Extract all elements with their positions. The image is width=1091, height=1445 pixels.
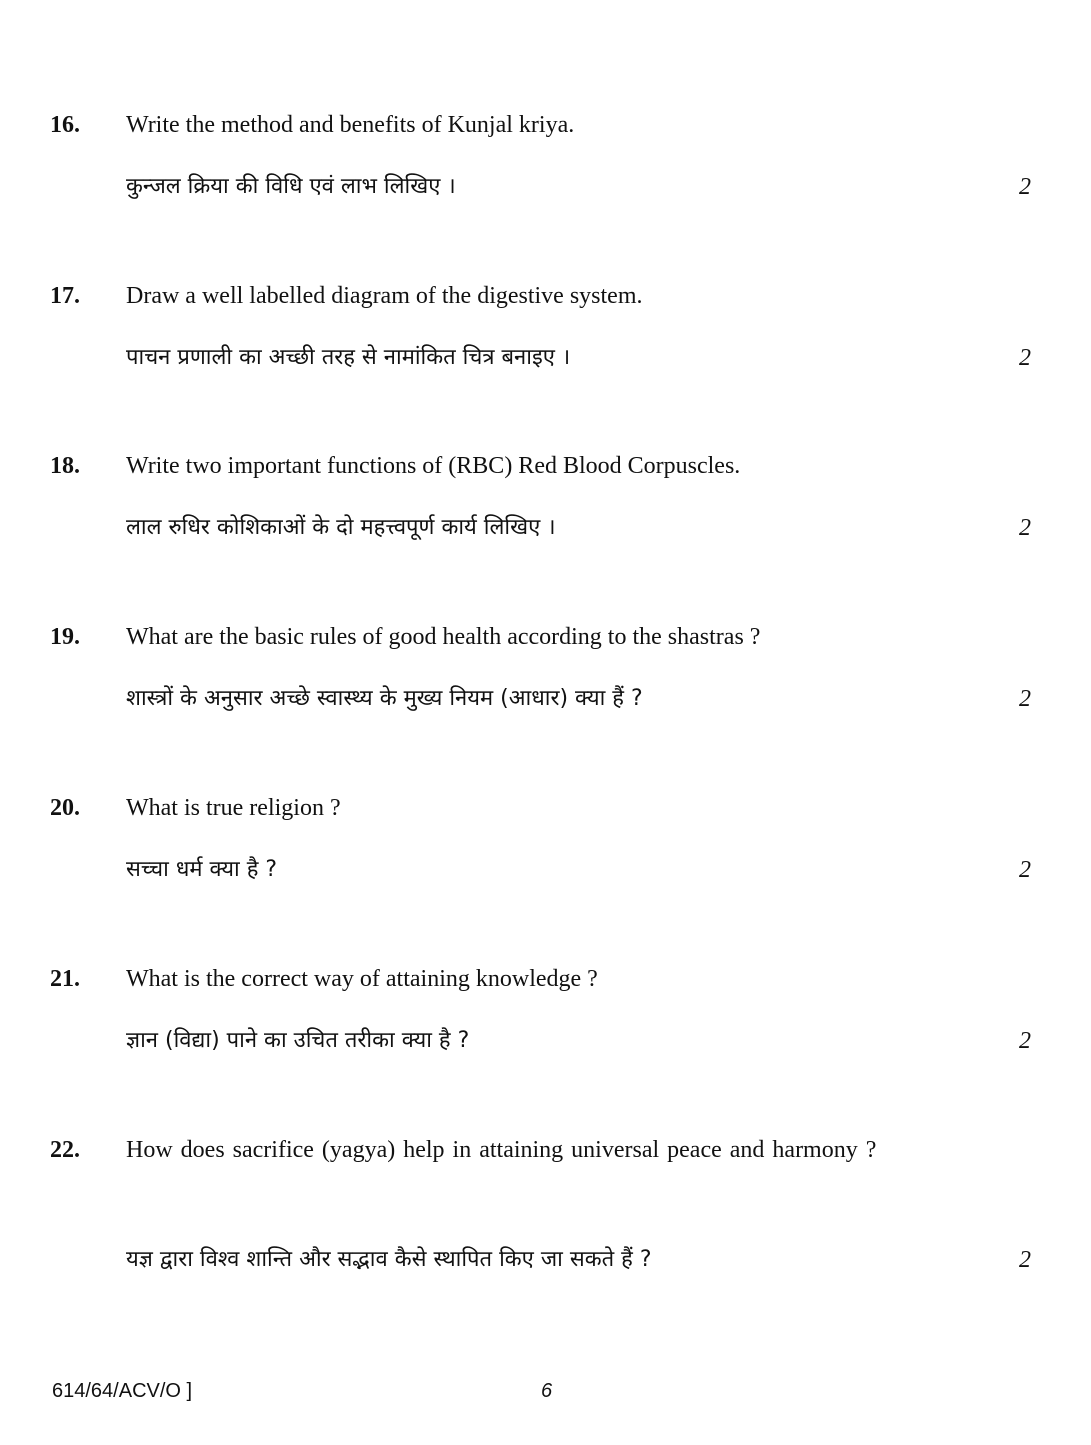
question-text-english: Write two important functions of (RBC) Red Blood Corpuscles. bbox=[126, 453, 741, 479]
question-text-hindi: कुन्जल क्रिया की विधि एवं लाभ लिखिए । bbox=[126, 174, 456, 199]
question-number: 17. bbox=[50, 283, 80, 309]
question-marks: 2 bbox=[1019, 174, 1031, 200]
question-number: 20. bbox=[50, 795, 80, 821]
question-marks: 2 bbox=[1019, 345, 1031, 371]
question-number: 16. bbox=[50, 112, 80, 138]
question-text-english: What is the correct way of attaining knowledge ? bbox=[126, 966, 598, 992]
question-text-hindi: यज्ञ द्वारा विश्व शान्ति और सद्भाव कैसे स्थापित किए जा सकते हैं ? bbox=[126, 1247, 652, 1272]
question-text-english: How does sacrifice (yagya) help in attaining universal peace and harmony ? bbox=[126, 1137, 877, 1163]
question-number: 21. bbox=[50, 966, 80, 992]
question-marks: 2 bbox=[1019, 515, 1031, 541]
question-text-english: What is true religion ? bbox=[126, 795, 341, 821]
question-text-hindi: ज्ञान (विद्या) पाने का उचित तरीका क्या है ? bbox=[126, 1028, 470, 1053]
question-text-hindi: शास्त्रों के अनुसार अच्छे स्वास्थ्य के मुख्य नियम (आधार) क्या हैं ? bbox=[126, 686, 643, 711]
question-marks: 2 bbox=[1019, 1028, 1031, 1054]
question-marks: 2 bbox=[1019, 686, 1031, 712]
question-marks: 2 bbox=[1019, 1247, 1031, 1273]
question-text-hindi: पाचन प्रणाली का अच्छी तरह से नामांकित चित्र बनाइए । bbox=[126, 345, 571, 370]
question-text-hindi: सच्चा धर्म क्या है ? bbox=[126, 857, 278, 882]
question-number: 19. bbox=[50, 624, 80, 650]
page-number: 6 bbox=[541, 1380, 553, 1402]
question-marks: 2 bbox=[1019, 857, 1031, 883]
question-text-hindi: लाल रुधिर कोशिकाओं के दो महत्त्वपूर्ण कार्य लिखिए । bbox=[126, 515, 556, 540]
question-number: 22. bbox=[50, 1137, 80, 1163]
question-text-english: Write the method and benefits of Kunjal kriya. bbox=[126, 112, 575, 138]
question-text-english: What are the basic rules of good health according to the shastras ? bbox=[126, 624, 761, 650]
question-text-english: Draw a well labelled diagram of the digestive system. bbox=[126, 283, 643, 309]
paper-code: 614/64/ACV/O ] bbox=[52, 1380, 193, 1402]
question-number: 18. bbox=[50, 453, 80, 479]
